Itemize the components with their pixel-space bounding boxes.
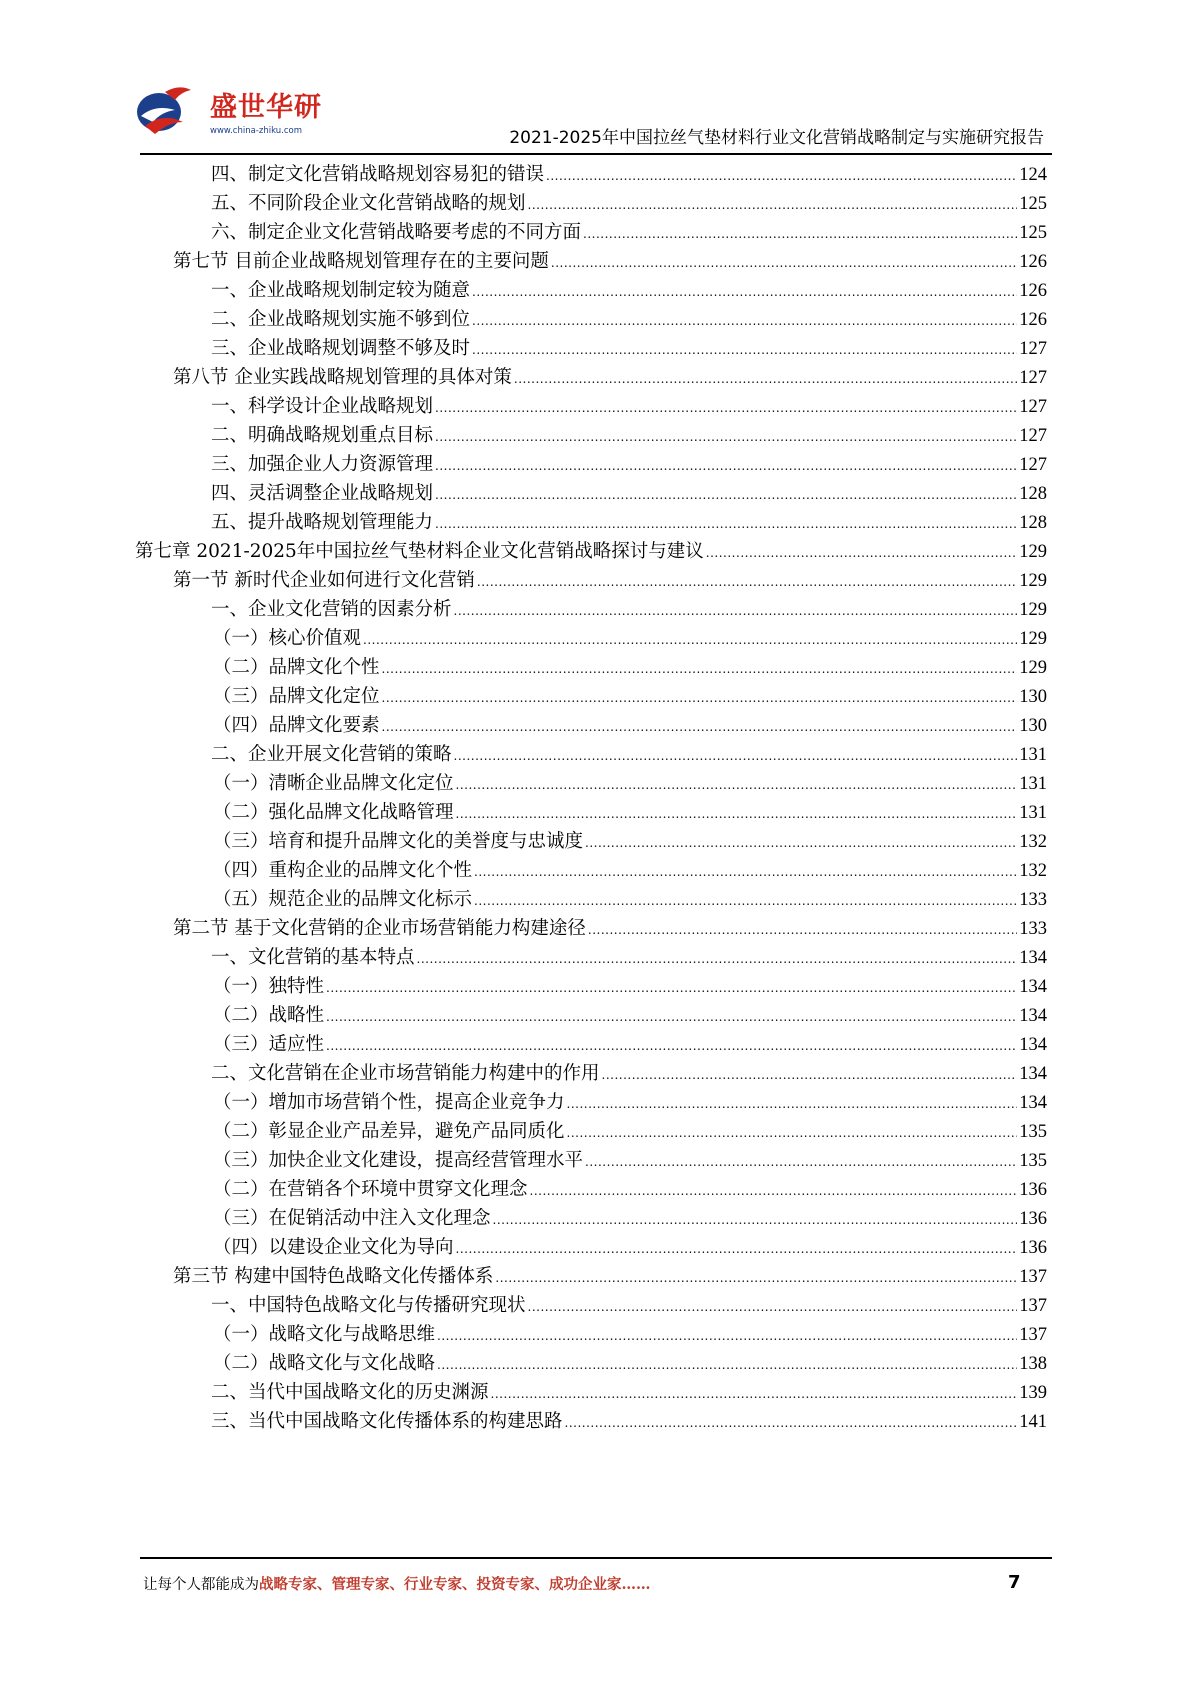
toc-entry[interactable] — [211, 307, 1047, 333]
toc-entry[interactable] — [173, 365, 1047, 391]
toc-entry[interactable] — [213, 655, 1047, 681]
toc-entry-title: （三）适应性 — [213, 1034, 325, 1055]
toc-leader-dots — [602, 1061, 1018, 1088]
toc-leader-dots — [491, 1380, 1018, 1407]
toc-entry-title: （三）在促销活动中注入文化理念 — [213, 1208, 491, 1229]
logo-text: 盛世华研 — [210, 92, 322, 123]
toc-leader-dots — [528, 1293, 1018, 1320]
toc-entry-page: 137 — [1019, 1296, 1047, 1316]
toc-entry[interactable] — [135, 539, 1047, 565]
toc-entry[interactable] — [211, 162, 1047, 188]
toc-entry-title: 第八节 企业实践战略规划管理的具体对策 — [173, 367, 512, 388]
toc-entry-title: （三）培育和提升品牌文化的美誉度与忠诚度 — [213, 831, 584, 852]
toc-entry[interactable] — [211, 452, 1047, 478]
toc-entry[interactable] — [213, 771, 1047, 797]
toc-entry[interactable] — [213, 626, 1047, 652]
toc-entry-page: 135 — [1019, 1151, 1047, 1171]
toc-entry-title: 二、明确战略规划重点目标 — [211, 425, 434, 446]
toc-entry-page: 133 — [1019, 890, 1047, 910]
toc-entry-title: 二、企业战略规划实施不够到位 — [211, 309, 471, 330]
toc-entry-page: 124 — [1019, 165, 1047, 185]
toc-leader-dots — [551, 249, 1017, 276]
toc-entry-title: （二）在营销各个环境中贯穿文化理念 — [213, 1179, 528, 1200]
toc-entry-title: 六、制定企业文化营销战略要考虑的不同方面 — [211, 222, 582, 243]
toc-leader-dots — [326, 1032, 1017, 1059]
toc-entry-title: 第一节 新时代企业如何进行文化营销 — [173, 570, 475, 591]
toc-entry-page: 131 — [1019, 803, 1047, 823]
toc-entry-page: 126 — [1019, 281, 1047, 301]
toc-entry-page: 125 — [1019, 223, 1047, 243]
toc-entry-page: 127 — [1019, 368, 1047, 388]
toc-entry-page: 138 — [1019, 1354, 1047, 1374]
toc-entry-page: 128 — [1019, 513, 1047, 533]
toc-leader-dots — [437, 1351, 1017, 1378]
toc-entry-page: 127 — [1019, 426, 1047, 446]
toc-leader-dots — [456, 771, 1018, 798]
toc-entry-page: 137 — [1019, 1267, 1047, 1287]
toc-entry-title: 二、文化营销在企业市场营销能力构建中的作用 — [211, 1063, 600, 1084]
toc-entry[interactable] — [173, 249, 1047, 275]
toc-entry[interactable] — [211, 1061, 1047, 1087]
toc-entry[interactable] — [213, 1235, 1047, 1261]
toc-entry-title: 第二节 基于文化营销的企业市场营销能力构建途径 — [173, 918, 586, 939]
toc-entry[interactable] — [211, 336, 1047, 362]
toc-entry-page: 134 — [1019, 1064, 1047, 1084]
toc-entry-page: 129 — [1019, 571, 1047, 591]
document-title: 2021-2025年中国拉丝气垫材料行业文化营销战略制定与实施研究报告 — [509, 128, 1044, 148]
toc-leader-dots — [456, 800, 1018, 827]
toc-entry[interactable] — [213, 1206, 1047, 1232]
toc-entry[interactable] — [213, 1148, 1047, 1174]
toc-entry-title: （一）清晰企业品牌文化定位 — [213, 773, 454, 794]
toc-entry-page: 139 — [1019, 1383, 1047, 1403]
toc-entry[interactable] — [213, 887, 1047, 913]
toc-entry[interactable] — [213, 713, 1047, 739]
toc-leader-dots — [363, 626, 1017, 653]
toc-entry-title: 五、提升战略规划管理能力 — [211, 512, 434, 533]
toc-entry-page: 134 — [1019, 1035, 1047, 1055]
toc-entry[interactable] — [213, 829, 1047, 855]
toc-entry-page: 127 — [1019, 397, 1047, 417]
toc-entry-page: 134 — [1019, 1006, 1047, 1026]
footer-divider — [140, 1557, 1052, 1559]
toc-entry[interactable] — [211, 510, 1047, 536]
toc-entry-page: 129 — [1019, 600, 1047, 620]
toc-entry[interactable] — [211, 423, 1047, 449]
toc-entry-page: 141 — [1019, 1412, 1047, 1432]
toc-leader-dots — [472, 278, 1017, 305]
toc-entry-title: （二）彰显企业产品差异，避免产品同质化 — [213, 1121, 565, 1142]
toc-entry-title: （二）品牌文化个性 — [213, 657, 380, 678]
toc-entry[interactable] — [211, 394, 1047, 420]
toc-entry[interactable] — [213, 1351, 1047, 1377]
toc-entry[interactable] — [211, 481, 1047, 507]
toc-entry-title: （二）强化品牌文化战略管理 — [213, 802, 454, 823]
toc-leader-dots — [706, 539, 1017, 566]
toc-entry-title: （三）加快企业文化建设，提高经营管理水平 — [213, 1150, 584, 1171]
toc-entry-page: 128 — [1019, 484, 1047, 504]
toc-entry[interactable] — [213, 684, 1047, 710]
toc-entry[interactable] — [213, 1003, 1047, 1029]
toc-leader-dots — [514, 365, 1017, 392]
toc-leader-dots — [567, 1090, 1018, 1117]
toc-leader-dots — [588, 916, 1017, 943]
toc-entry-title: 四、制定文化营销战略规划容易犯的错误 — [211, 164, 545, 185]
toc-entry[interactable] — [211, 742, 1047, 768]
toc-entry[interactable] — [213, 1090, 1047, 1116]
toc-entry-page: 132 — [1019, 861, 1047, 881]
toc-entry-page: 125 — [1019, 194, 1047, 214]
toc-leader-dots — [493, 1206, 1018, 1233]
toc-leader-dots — [382, 713, 1018, 740]
toc-entry-title: （四）重构企业的品牌文化个性 — [213, 860, 473, 881]
toc-entry-page: 133 — [1019, 919, 1047, 939]
toc-entry-page: 134 — [1019, 977, 1047, 997]
toc-entry-title: 一、企业文化营销的因素分析 — [211, 599, 452, 620]
toc-entry-page: 130 — [1019, 687, 1047, 707]
toc-entry-title: 五、不同阶段企业文化营销战略的规划 — [211, 193, 526, 214]
toc-leader-dots — [435, 510, 1017, 537]
toc-entry[interactable] — [211, 278, 1047, 304]
toc-entry-page: 129 — [1019, 658, 1047, 678]
toc-leader-dots — [454, 597, 1018, 624]
toc-entry-title: （三）品牌文化定位 — [213, 686, 380, 707]
toc-leader-dots — [585, 829, 1017, 856]
toc-entry[interactable] — [213, 1177, 1047, 1203]
footer-slogan-prefix: 让每个人都能成为 — [143, 1577, 259, 1593]
logo-url: www.china-zhiku.com — [210, 126, 302, 136]
toc-entry-page: 137 — [1019, 1325, 1047, 1345]
toc-entry[interactable] — [213, 1119, 1047, 1145]
toc-leader-dots — [565, 1409, 1018, 1436]
toc-entry-page: 127 — [1019, 339, 1047, 359]
toc-leader-dots — [474, 858, 1017, 885]
toc-entry-page: 131 — [1019, 774, 1047, 794]
toc-entry-page: 126 — [1019, 252, 1047, 272]
header-divider — [140, 153, 1052, 155]
toc-leader-dots — [546, 162, 1017, 189]
toc-entry[interactable] — [211, 945, 1047, 971]
toc-entry-title: 第三节 构建中国特色战略文化传播体系 — [173, 1266, 494, 1287]
toc-entry[interactable] — [211, 597, 1047, 623]
footer-slogan — [143, 1574, 651, 1596]
toc-entry-page: 136 — [1019, 1209, 1047, 1229]
toc-entry-page: 130 — [1019, 716, 1047, 736]
toc-entry[interactable] — [213, 974, 1047, 1000]
toc-entry-page: 132 — [1019, 832, 1047, 852]
toc-leader-dots — [456, 1235, 1018, 1262]
toc-leader-dots — [382, 684, 1018, 711]
toc-entry-page: 134 — [1019, 948, 1047, 968]
toc-entry[interactable] — [211, 191, 1047, 217]
toc-entry-title: （一）独特性 — [213, 976, 325, 997]
toc-entry[interactable] — [213, 800, 1047, 826]
toc-leader-dots — [435, 423, 1017, 450]
toc-entry[interactable] — [211, 1409, 1047, 1435]
toc-entry-page: 136 — [1019, 1238, 1047, 1258]
toc-entry-page: 136 — [1019, 1180, 1047, 1200]
toc-entry-title: 二、当代中国战略文化的历史渊源 — [211, 1382, 489, 1403]
toc-leader-dots — [382, 655, 1018, 682]
toc-entry-title: 第七节 目前企业战略规划管理存在的主要问题 — [173, 251, 549, 272]
toc-leader-dots — [495, 1264, 1017, 1291]
toc-entry[interactable] — [173, 1264, 1047, 1290]
toc-entry-page: 135 — [1019, 1122, 1047, 1142]
toc-entry[interactable] — [213, 1032, 1047, 1058]
toc-leader-dots — [530, 1177, 1018, 1204]
toc-entry[interactable] — [211, 220, 1047, 246]
toc-leader-dots — [435, 481, 1017, 508]
toc-entry-title: （四）以建设企业文化为导向 — [213, 1237, 454, 1258]
toc-leader-dots — [583, 220, 1017, 247]
toc-entry-title: 一、科学设计企业战略规划 — [211, 396, 434, 417]
toc-entry-title: 一、企业战略规划制定较为随意 — [211, 280, 471, 301]
toc-leader-dots — [326, 1003, 1017, 1030]
toc-leader-dots — [326, 974, 1017, 1001]
page-number: 7 — [1008, 1572, 1021, 1593]
toc-entry-page: 129 — [1019, 542, 1047, 562]
toc-entry-title: （二）战略文化与文化战略 — [213, 1353, 436, 1374]
toc-entry[interactable] — [211, 1380, 1047, 1406]
toc-entry-title: 四、灵活调整企业战略规划 — [211, 483, 434, 504]
toc-entry[interactable] — [173, 916, 1047, 942]
toc-leader-dots — [474, 887, 1017, 914]
toc-entry-title: 一、文化营销的基本特点 — [211, 947, 415, 968]
toc-leader-dots — [435, 452, 1017, 479]
toc-entry-page: 129 — [1019, 629, 1047, 649]
toc-leader-dots — [437, 1322, 1017, 1349]
toc-entry-title: （一）战略文化与战略思维 — [213, 1324, 436, 1345]
toc-entry-page: 134 — [1019, 1093, 1047, 1113]
toc-leader-dots — [585, 1148, 1017, 1175]
toc-entry-page: 127 — [1019, 455, 1047, 475]
footer-slogan-highlight: 战略专家、管理专家、行业专家、投资专家、成功企业家…… — [259, 1576, 651, 1593]
toc-entry-title: （二）战略性 — [213, 1005, 325, 1026]
toc-entry-title: （五）规范企业的品牌文化标示 — [213, 889, 473, 910]
toc-entry[interactable] — [173, 568, 1047, 594]
toc-entry-page: 126 — [1019, 310, 1047, 330]
toc-entry[interactable] — [211, 1293, 1047, 1319]
toc-entry-title: 一、中国特色战略文化与传播研究现状 — [211, 1295, 526, 1316]
toc-entry-title: 二、企业开展文化营销的策略 — [211, 744, 452, 765]
toc-leader-dots — [472, 307, 1017, 334]
toc-entry-title: 三、加强企业人力资源管理 — [211, 454, 434, 475]
toc-leader-dots — [567, 1119, 1018, 1146]
toc-leader-dots — [528, 191, 1018, 218]
toc-entry-title: （一）增加市场营销个性，提高企业竞争力 — [213, 1092, 565, 1113]
toc-leader-dots — [417, 945, 1018, 972]
toc-entry[interactable] — [213, 1322, 1047, 1348]
toc-entry-title: 第七章 2021-2025年中国拉丝气垫材料企业文化营销战略探讨与建议 — [135, 541, 704, 562]
toc-leader-dots — [454, 742, 1018, 769]
toc-leader-dots — [472, 336, 1017, 363]
toc-entry[interactable] — [213, 858, 1047, 884]
toc-leader-dots — [435, 394, 1017, 421]
toc-entry-title: （一）核心价值观 — [213, 628, 362, 649]
toc-entry-title: 三、企业战略规划调整不够及时 — [211, 338, 471, 359]
toc-entry-title: （四）品牌文化要素 — [213, 715, 380, 736]
toc-entry-title: 三、当代中国战略文化传播体系的构建思路 — [211, 1411, 563, 1432]
toc-entry-page: 131 — [1019, 745, 1047, 765]
toc-leader-dots — [477, 568, 1017, 595]
